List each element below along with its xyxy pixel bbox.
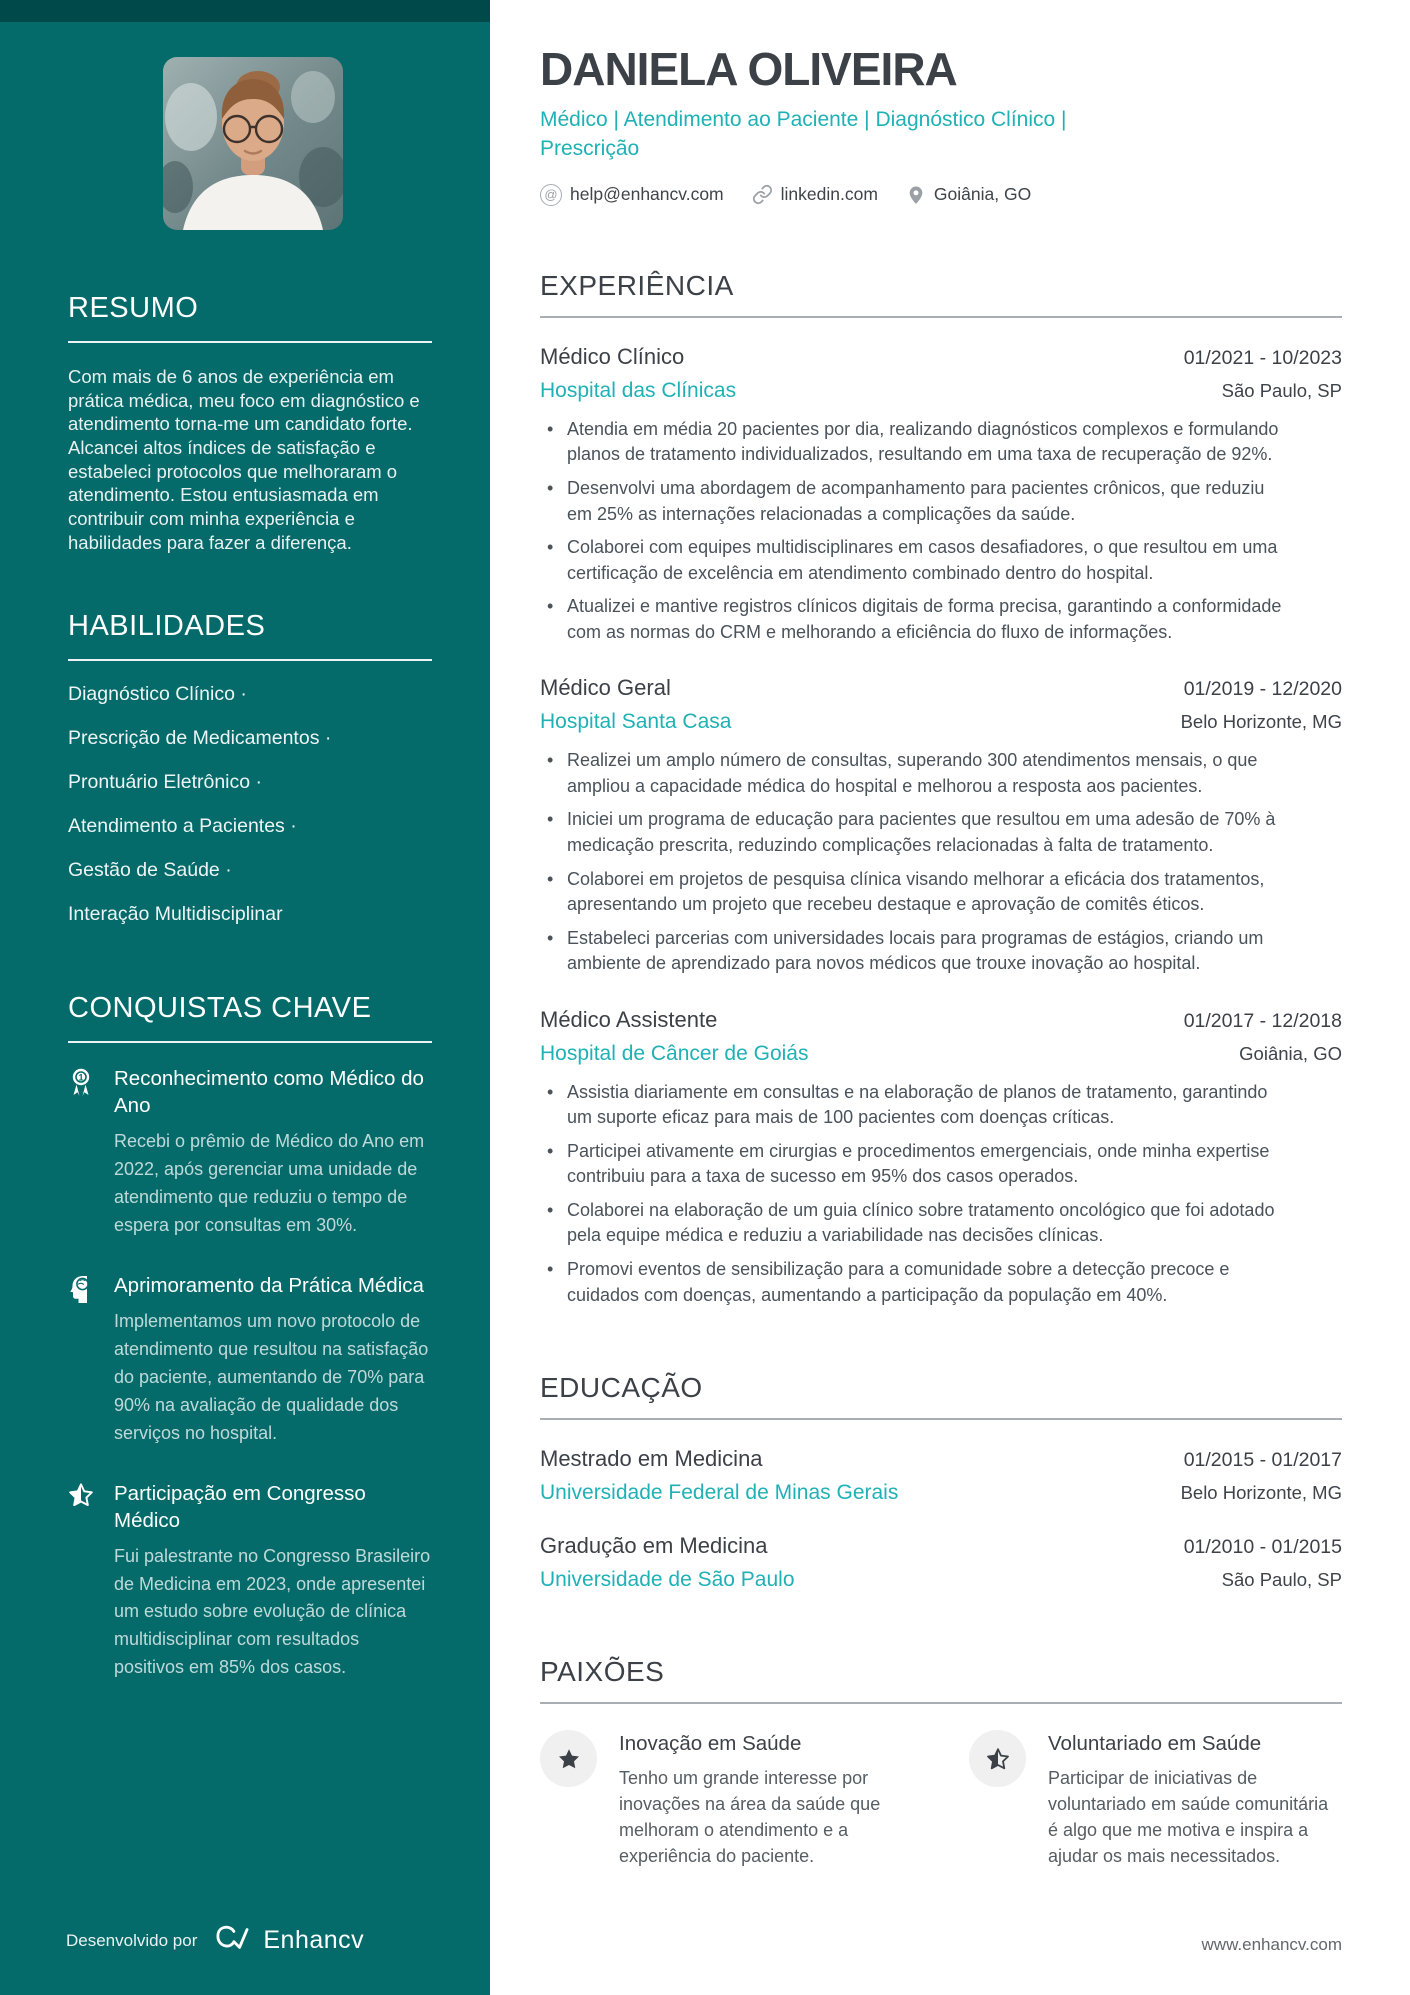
contact-location <box>906 184 1031 205</box>
job-dates: 01/2021 - 10/2023 <box>1183 346 1342 369</box>
school-location: Belo Horizonte, MG <box>1180 1482 1342 1504</box>
sidebar-footer <box>66 1922 364 1959</box>
job-bullet: • Atualizei e mantive registros clínicos digitais de forma precisa, garantindo a conformidade com as normas do CRM e melhorando a eficiência do fluxo de informações. <box>540 594 1287 645</box>
job-entry <box>540 1007 1342 1308</box>
job-title: Médico Geral <box>540 675 671 701</box>
conquista-item <box>68 1065 432 1240</box>
education-entry <box>540 1533 1342 1592</box>
job-dates: 01/2017 - 12/2018 <box>1183 1009 1342 1032</box>
sidebar <box>0 0 490 1995</box>
school-name[interactable]: Universidade de São Paulo <box>540 1568 795 1592</box>
resumo-section <box>0 292 490 554</box>
link-icon <box>752 184 773 205</box>
job-bullets <box>540 417 1342 645</box>
passion-item <box>540 1730 913 1869</box>
job-company[interactable]: Hospital de Câncer de Goiás <box>540 1041 809 1065</box>
passion-item <box>969 1730 1342 1869</box>
degree-title: Mestrado em Medicina <box>540 1446 763 1472</box>
job-bullet: • Desenvolvi uma abordagem de acompanhamento para pacientes crônicos, que reduziu em 25% as internações relacionadas a complicações da saúde. <box>540 476 1287 527</box>
paixoes-title: PAIXÕES <box>540 1656 665 1688</box>
job-bullet: • Colaborei com equipes multidisciplinares em casos desafiadores, o que resultou em uma certificação de excelência em atendimento combinado dentro do hospital. <box>540 535 1287 586</box>
experiencia-title: EXPERIÊNCIA <box>540 269 734 301</box>
school-name[interactable]: Universidade Federal de Minas Gerais <box>540 1481 899 1505</box>
resumo-title: RESUMO <box>68 292 199 324</box>
person-title: Médico | Atendimento ao Paciente | Diagnóstico Clínico | Prescrição <box>540 108 1067 160</box>
passion-text: Tenho um grande interesse por inovações na área da saúde que melhoram o atendimento e a experiência do paciente. <box>619 1768 881 1867</box>
top-strip <box>0 0 490 22</box>
skill-item: Prontuário Eletrônico · <box>68 771 263 794</box>
job-bullet: • Colaborei na elaboração de um guia clínico sobre tratamento oncológico que foi adotado pela equipe médica e reduziu a variabilidade nas decisões clínicas. <box>540 1198 1287 1249</box>
job-bullet: • Iniciei um programa de educação para pacientes que resultou em uma adesão de 70% à medicação prescrita, reduzindo complicações relacionadas à falta de tratamento. <box>540 807 1287 858</box>
svg-text:1: 1 <box>78 1072 84 1083</box>
contact-linkedin-value[interactable]: linkedin.com <box>780 184 878 205</box>
star-half-icon <box>68 1482 94 1513</box>
star-half-icon <box>969 1730 1026 1787</box>
star-icon <box>540 1730 597 1787</box>
job-location: Belo Horizonte, MG <box>1180 711 1342 733</box>
head-brain-icon <box>68 1274 94 1309</box>
skill-item: Gestão de Saúde · <box>68 859 232 882</box>
job-company[interactable]: Hospital Santa Casa <box>540 710 732 734</box>
job-bullet: • Participei ativamente em cirurgias e procedimentos emergenciais, onde minha expertise contribuiu para a taxa de sucesso em 95% dos casos operados. <box>540 1139 1287 1190</box>
skill-item: Diagnóstico Clínico · <box>68 683 247 706</box>
contact-email-value[interactable]: help@enhancv.com <box>570 184 724 205</box>
at-icon <box>540 184 562 206</box>
conquista-item <box>68 1480 432 1683</box>
job-location: São Paulo, SP <box>1221 379 1342 401</box>
job-title: Médico Assistente <box>540 1006 718 1032</box>
section-divider <box>540 1702 1342 1704</box>
passion-title: Voluntariado em Saúde <box>1048 1732 1262 1756</box>
passion-title: Inovação em Saúde <box>619 1732 802 1756</box>
contact-location-value: Goiânia, GO <box>933 184 1032 205</box>
skill-item: Atendimento a Pacientes · <box>68 815 297 838</box>
habilidades-section <box>0 610 490 926</box>
job-location: Goiânia, GO <box>1239 1042 1342 1064</box>
contact-row <box>540 184 1342 206</box>
developed-by-label: Desenvolvido por <box>66 1930 198 1950</box>
habilidades-title: HABILIDADES <box>68 610 266 643</box>
section-divider <box>540 1418 1342 1420</box>
conquista-text: Recebi o prêmio de Médico do Ano em 2022, após gerenciar uma unidade de atendimento que reduziu o tempo de espera por consultas em 30%. <box>114 1131 425 1236</box>
job-bullet: • Realizei um amplo número de consultas, superando 300 atendimentos mensais, o que ampliou a capacidade médica do hospital e melhorou a resposta aos pacientes. <box>540 748 1287 799</box>
person-name: DANIELA OLIVEIRA <box>540 43 957 95</box>
header <box>540 42 1342 206</box>
school-location: São Paulo, SP <box>1221 1569 1342 1591</box>
degree-title: Gradução em Medicina <box>540 1533 768 1559</box>
contact-linkedin[interactable] <box>752 184 878 205</box>
section-divider <box>68 341 432 343</box>
enhancv-wordmark[interactable]: Enhancv <box>263 1926 365 1954</box>
education-entry <box>540 1446 1342 1505</box>
resumo-text: Com mais de 6 anos de experiência em prática médica, meu foco em diagnóstico e atendimento torna-me um candidato forte. Alcancei altos índices de satisfação e estabeleci protocolos que melhoraram o atendimento. Estou entusiasmada em contribuir com minha experiência e habilidades para fazer a diferença. <box>68 366 420 553</box>
experiencia-section <box>540 270 1342 1308</box>
section-divider <box>68 1041 432 1043</box>
conquista-title-text: Reconhecimento como Médico do Ano <box>114 1067 424 1118</box>
job-bullets <box>540 748 1342 976</box>
job-title: Médico Clínico <box>540 343 685 369</box>
job-company[interactable]: Hospital das Clínicas <box>540 378 737 402</box>
enhancv-logo-icon <box>211 1922 253 1959</box>
website-link[interactable]: www.enhancv.com <box>1201 1935 1342 1954</box>
educacao-section <box>540 1372 1342 1592</box>
job-bullets <box>540 1080 1342 1308</box>
job-bullet: • Atendia em média 20 pacientes por dia, realizando diagnósticos complexos e formulando planos de tratamento individualizados, resultando em uma taxa de recuperação de 92%. <box>540 417 1287 468</box>
degree-dates: 01/2015 - 01/2017 <box>1183 1449 1342 1472</box>
paixoes-section <box>540 1656 1342 1869</box>
job-entry <box>540 344 1342 645</box>
job-entry <box>540 675 1342 976</box>
job-dates: 01/2019 - 12/2020 <box>1183 678 1342 701</box>
main-content <box>490 0 1410 1995</box>
conquista-text: Fui palestrante no Congresso Brasileiro de Medicina em 2023, onde apresentei um estudo sobre evolução de clínica multidisciplinar com resultados positivos em 85% dos casos. <box>114 1545 431 1678</box>
conquistas-title: CONQUISTAS CHAVE <box>68 992 372 1025</box>
passion-text: Participar de iniciativas de voluntariado em saúde comunitária é algo que me motiva e inspira a ajudar os mais necessitados. <box>1048 1768 1329 1867</box>
location-pin-icon <box>906 185 926 205</box>
job-bullet: • Estabeleci parcerias com universidades locais para programas de estágios, criando um ambiente de aprendizado para novos médicos que trouxe inovação ao hospital. <box>540 926 1287 977</box>
conquistas-section <box>0 992 490 1682</box>
skill-item: Interação Multidisciplinar <box>68 903 283 926</box>
profile-photo-image <box>163 57 343 230</box>
job-bullet: • Colaborei em projetos de pesquisa clínica visando melhorar a eficácia dos tratamentos, apresentando um projeto que recebeu destaque e aprovação de comitês éticos. <box>540 867 1287 918</box>
conquista-item <box>68 1272 432 1448</box>
conquista-title-text: Participação em Congresso Médico <box>114 1481 366 1532</box>
conquista-title-text: Aprimoramento da Prática Médica <box>114 1274 424 1298</box>
job-bullet: • Assistia diariamente em consultas e na elaboração de planos de tratamento, garantindo um suporte eficaz para mais de 100 pacientes com doenças críticas. <box>540 1080 1287 1131</box>
medal-icon <box>68 1067 94 1102</box>
educacao-title: EDUCAÇÃO <box>540 1372 703 1404</box>
conquista-text: Implementamos um novo protocolo de atendimento que resultou na satisfação do paciente, aumentando de 70% para 90% na avaliação de qualidade dos serviços no hospital. <box>114 1311 429 1443</box>
contact-email[interactable] <box>540 184 724 206</box>
profile-photo <box>163 57 343 230</box>
job-bullet: • Promovi eventos de sensibilização para a comunidade sobre a detecção precoce e cuidados com doenças, aumentando a participação da população em 40%. <box>540 1257 1287 1308</box>
degree-dates: 01/2010 - 01/2015 <box>1183 1536 1342 1559</box>
section-divider <box>540 316 1342 318</box>
skill-item: Prescrição de Medicamentos · <box>68 727 332 750</box>
section-divider <box>68 659 432 661</box>
